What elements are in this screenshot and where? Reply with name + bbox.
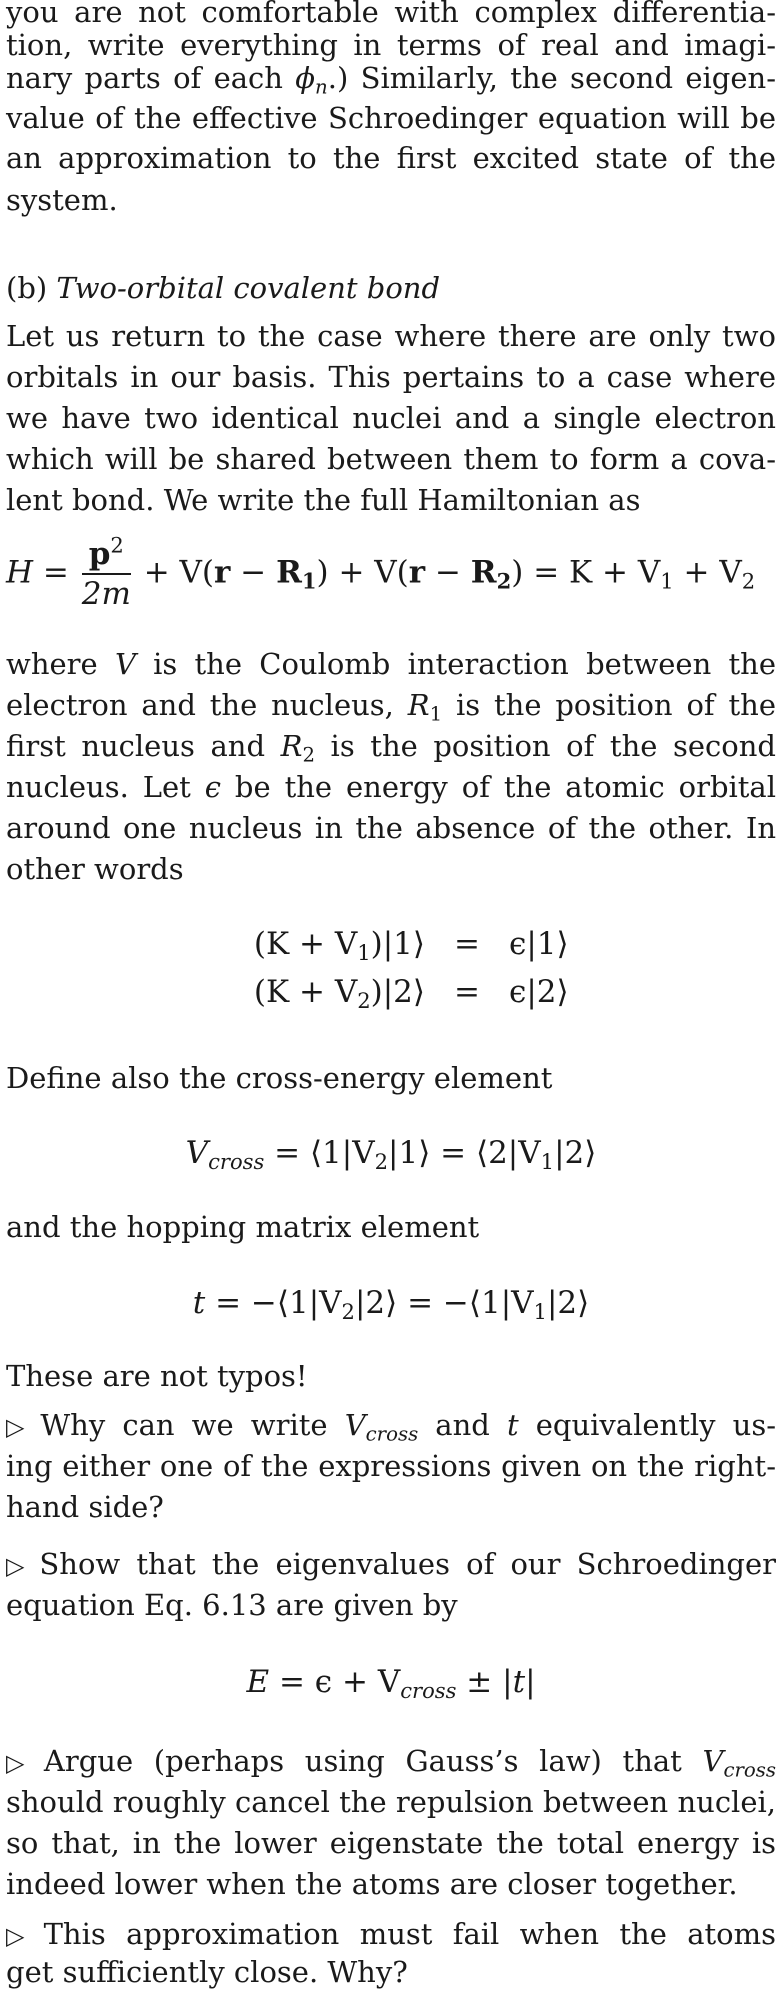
question-3-line-3: so that, in the lower eigenstate the total energy is [6,1826,776,1860]
hopping-equation: $t = -⟨1|V_2|2⟩$ = $-⟨1|V_1|2⟩$ [192,1285,590,1324]
p-squared-over-2m: $\frac{p^2}{2m}$ [81,532,131,612]
para2-line-2: electron and the nucleus, $R_1$ is the position of the [6,688,776,726]
para1-line-3: we have two identical nuclei and a single electron [6,401,776,435]
intro-line-5: an approximation to the first excited state of the [6,141,776,175]
para2-line-3: first nucleus and $R_2$ is the position of the second [6,729,776,767]
para2-line-5: around one nucleus in the absence of the other. In [6,811,776,845]
intro-line-2: tion, write everything in terms of real and imagi- [6,28,776,62]
cross-intro: Define also the cross-energy element [6,1061,553,1095]
para1-line-1: Let us return to the case where there are only two [6,319,776,353]
question-2-line-2: equation Eq. 6.13 are given by [6,1588,458,1622]
eigen-equation-1: $(K + V_1)|1⟩$ = ϵ|1⟩ [253,926,569,965]
triangle-bullet-icon: ▷ [6,1552,32,1580]
eigen-equation-2: $(K + V_2)|2⟩$ = ϵ|2⟩ [253,974,569,1013]
question-3-line-1: ▷ Argue (perhaps using Gauss’s law) that $V_{cross}$ [6,1744,776,1782]
question-4-line-1: ▷ This approximation must fail when the atoms [6,1917,776,1951]
intro-line-6: system. [6,183,118,217]
cross-energy-equation: $V_{cross}$ = $⟨1|V_2|1⟩$ = $⟨2|V_1|2⟩$ [185,1135,597,1174]
para1-line-2: orbitals in our basis. This pertains to a case where [6,360,776,394]
hamiltonian-equation: H = $\frac{p^2}{2m}$ + $V(r - R_1) + V(r - R_2) = K + V_1 + V_2$ [6,532,756,612]
question-1-line-3: hand side? [6,1490,164,1524]
triangle-bullet-icon: ▷ [6,1413,33,1441]
question-4-line-2: get sufficiently close. Why? [6,1955,408,1989]
triangle-bullet-icon: ▷ [6,1749,36,1777]
intro-line-3: nary parts of each $\phi_n$.) Similarly, the second eigen- [6,61,776,99]
para2-line-1: where V is the Coulomb interaction between the [6,647,777,681]
intro-line-1: you are not comfortable with complex differentia- [6,0,776,29]
energy-eigenvalue-equation: $E = \epsilon + V_{cross} \pm |t|$ [246,1664,536,1703]
para2-line-6: other words [6,852,184,886]
section-heading: (b) Two-orbital covalent bond [6,271,441,305]
question-3-line-4: indeed lower when the atoms are closer together. [6,1867,738,1901]
intro-line-4: value of the effective Schroedinger equation will be [6,101,776,135]
not-typos-note: These are not typos! [6,1359,308,1393]
question-2-line-1: ▷ Show that the eigenvalues of our Schroedinger [6,1547,776,1581]
hop-intro: and the hopping matrix element [6,1210,480,1244]
triangle-bullet-icon: ▷ [6,1922,36,1950]
para1-line-5: lent bond. We write the full Hamiltonian as [6,483,641,517]
question-1-line-1: ▷ Why can we write $V_{cross}$ and t equivalently us- [6,1408,776,1446]
para2-line-4: nucleus. Let ϵ be the energy of the atomic orbital [6,770,777,804]
question-1-line-2: ing either one of the expressions given on the right- [6,1449,776,1483]
para1-line-4: which will be shared between them to form a cova- [6,442,776,476]
phi-symbol: ϕ [295,61,316,95]
question-3-line-2: should roughly cancel the repulsion between nuclei, [6,1785,776,1819]
